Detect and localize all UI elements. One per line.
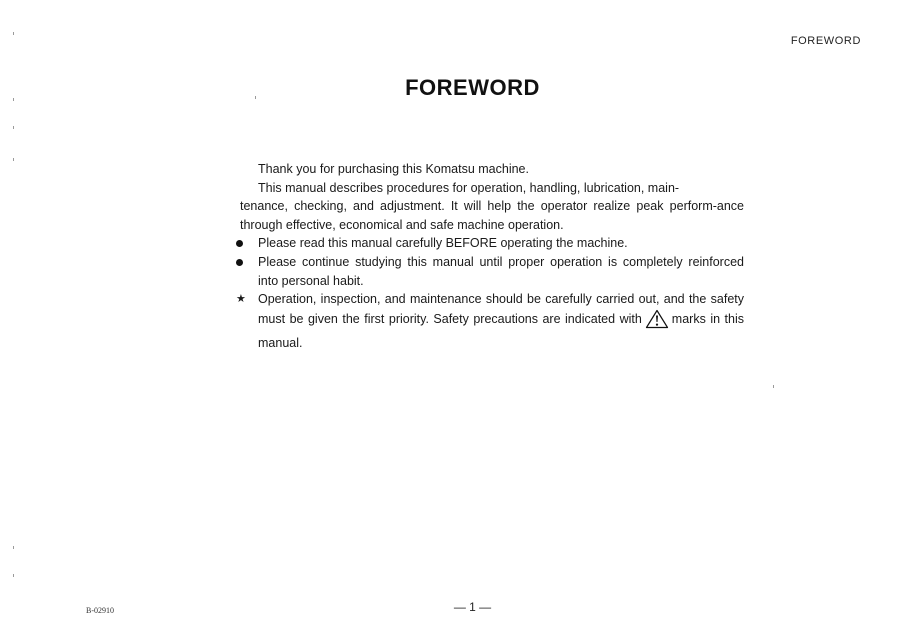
manual-purpose-line1: This manual describes procedures for operation, handling, lubrication, main- bbox=[258, 180, 680, 195]
star-note-text: Operation, inspection, and maintenance should be carefully carried out, and the safety must be given the first priority. Safety precautions are indicated with bbox=[258, 292, 744, 326]
bullet-icon bbox=[236, 259, 243, 266]
scan-artifact bbox=[773, 385, 774, 388]
bullet-item-continue-studying bbox=[258, 253, 744, 290]
star-note-text-end: marks in this manual. bbox=[258, 311, 744, 351]
page-number: — 1 — bbox=[453, 600, 492, 614]
scan-artifact bbox=[13, 98, 14, 101]
scan-artifact bbox=[13, 158, 14, 161]
scan-artifact bbox=[13, 574, 14, 577]
document-code: B-02910 bbox=[86, 606, 114, 615]
star-note bbox=[236, 290, 744, 353]
foreword-body bbox=[236, 160, 744, 353]
warning-triangle-icon bbox=[645, 309, 669, 335]
bullet-text: Please continue studying this manual until proper operation is completely reinforced into personal habit. bbox=[258, 254, 744, 288]
scan-artifact bbox=[13, 126, 14, 129]
scan-artifact bbox=[255, 96, 256, 99]
intro-paragraph: Thank you for purchasing this Komatsu machine. bbox=[258, 162, 529, 176]
scan-artifact bbox=[13, 32, 14, 35]
bullet-item-read-manual bbox=[258, 234, 744, 253]
scan-artifact bbox=[13, 546, 14, 549]
bullet-icon bbox=[236, 240, 243, 247]
bullet-text: Please read this manual carefully BEFORE operating the machine. bbox=[258, 236, 628, 251]
page-title: FOREWORD bbox=[405, 75, 540, 100]
header-section-label: FOREWORD bbox=[790, 35, 861, 47]
star-icon: ★ bbox=[236, 293, 246, 306]
manual-purpose-continuation: tenance, checking, and adjustment. It will help the operator realize peak perform-ance through effective, economical and safe machine operation. bbox=[240, 199, 744, 232]
